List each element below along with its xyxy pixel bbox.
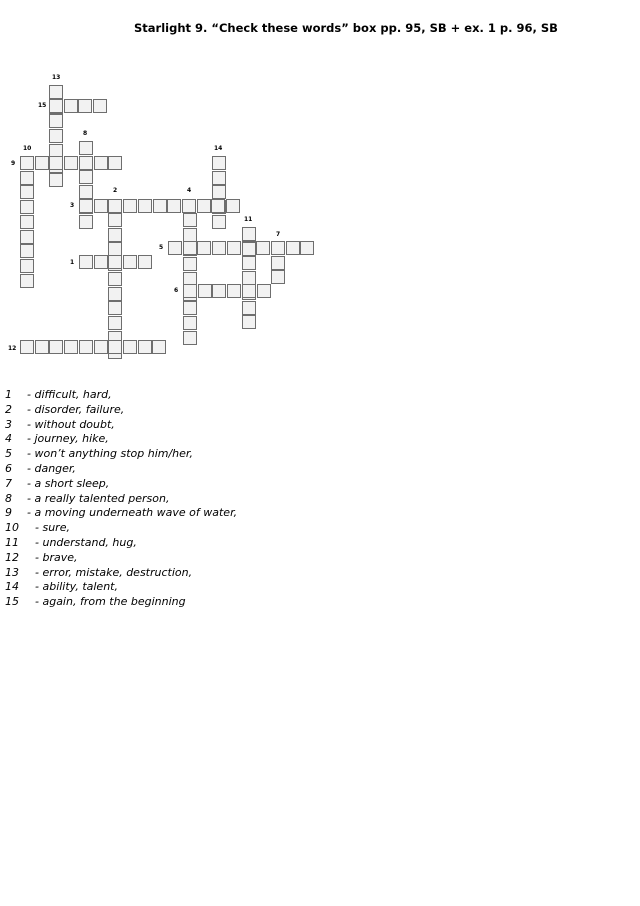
crossword-cell	[271, 241, 285, 255]
crossword-number-7: 7	[276, 231, 281, 238]
crossword-number-11: 11	[244, 216, 253, 223]
crossword-cell	[108, 272, 122, 286]
crossword-cell	[108, 199, 122, 213]
clue-text: - disorder, failure,	[27, 402, 125, 416]
crossword-cell	[212, 185, 226, 199]
crossword-cell	[197, 241, 211, 255]
crossword-cell	[227, 284, 241, 298]
crossword-number-6: 6	[174, 287, 179, 294]
crossword-cell	[79, 340, 93, 354]
crossword-number-15: 15	[38, 102, 47, 109]
clue-number: 1	[5, 388, 12, 401]
clue-text: - understand, hug,	[35, 535, 137, 549]
clue-item	[5, 595, 241, 610]
crossword-cell	[152, 340, 166, 354]
crossword-cell	[79, 170, 93, 184]
crossword-number-1: 1	[70, 259, 75, 266]
crossword-cell	[20, 244, 34, 258]
crossword-cell	[20, 171, 34, 185]
clue-number: 8	[5, 491, 12, 505]
crossword-cell	[35, 340, 49, 354]
crossword-cell	[242, 242, 256, 256]
crossword-cell	[123, 255, 137, 269]
crossword-number-5: 5	[159, 244, 164, 251]
crossword-cell	[49, 99, 63, 113]
clue-text: - sure,	[35, 521, 70, 535]
crossword-cell	[183, 241, 197, 255]
clue-item	[5, 521, 241, 536]
crossword-cell	[49, 156, 63, 170]
clue-number: 11	[5, 535, 19, 549]
page-title: Starlight 9. “Check these words” box pp. 95, SB + ex. 1 p. 96, SB	[134, 21, 558, 35]
clue-item	[5, 418, 241, 433]
crossword-cell	[108, 287, 122, 301]
crossword-cell	[64, 99, 78, 113]
crossword-cell	[182, 199, 196, 213]
crossword-cell	[108, 213, 122, 227]
clue-text: - danger,	[27, 461, 76, 475]
clue-item	[5, 551, 241, 566]
crossword-cell	[123, 340, 137, 354]
clue-number: 14	[5, 580, 19, 594]
crossword-cell	[49, 129, 63, 143]
clue-item	[5, 580, 241, 595]
crossword-cell	[79, 156, 93, 170]
crossword-cell	[20, 230, 34, 244]
crossword-cell	[79, 255, 93, 269]
clue-text: - error, mistake, destruction,	[35, 565, 193, 579]
crossword-cell	[183, 331, 197, 345]
crossword-cell	[20, 185, 34, 199]
crossword-cell	[242, 227, 256, 241]
crossword-cell	[183, 228, 197, 242]
crossword-cell	[183, 257, 197, 271]
crossword-cell	[271, 270, 285, 284]
crossword-cell	[64, 340, 78, 354]
clue-number: 15	[5, 595, 19, 609]
clue-text: - a moving underneath wave of water,	[27, 506, 238, 520]
crossword-number-2: 2	[113, 187, 118, 194]
crossword-cell	[49, 340, 63, 354]
crossword-cell	[242, 284, 256, 298]
crossword-cell	[49, 85, 63, 99]
clue-text: - brave,	[35, 550, 78, 564]
crossword-cell	[108, 316, 122, 330]
crossword-cell	[108, 228, 122, 242]
clue-item	[5, 462, 241, 477]
clue-item	[5, 536, 241, 551]
crossword-number-9: 9	[11, 160, 16, 167]
crossword-cell	[20, 156, 34, 170]
crossword-cell	[183, 284, 197, 298]
crossword-cell	[256, 241, 270, 255]
crossword-cell	[198, 284, 212, 298]
clue-list	[5, 388, 241, 610]
crossword-cell	[20, 259, 34, 273]
crossword-cell	[20, 200, 34, 214]
clue-item	[5, 566, 241, 581]
crossword-cell	[138, 255, 152, 269]
crossword-cell	[20, 340, 34, 354]
crossword-cell	[242, 301, 256, 315]
crossword-cell	[64, 156, 78, 170]
clue-number: 6	[5, 461, 12, 475]
clue-number: 13	[5, 565, 19, 579]
crossword-cell	[94, 199, 108, 213]
crossword-cell	[108, 340, 122, 354]
crossword-cell	[79, 215, 93, 229]
crossword-cell	[212, 284, 226, 298]
crossword-cell	[211, 199, 225, 213]
clue-text: - ability, talent,	[35, 580, 118, 594]
clue-text: - a really talented person,	[27, 491, 170, 505]
crossword-cell	[183, 301, 197, 315]
crossword-cell	[79, 141, 93, 155]
crossword-cell	[227, 241, 241, 255]
clue-item	[5, 403, 241, 418]
crossword-cell	[138, 340, 152, 354]
clue-item	[5, 388, 241, 403]
crossword-cell	[49, 114, 63, 128]
clue-number: 12	[5, 550, 19, 564]
crossword-cell	[212, 156, 226, 170]
crossword-cell	[20, 215, 34, 229]
clue-number: 10	[5, 521, 19, 535]
crossword-cell	[212, 241, 226, 255]
crossword-cell	[183, 213, 197, 227]
crossword-grid	[0, 0, 640, 380]
crossword-cell	[49, 173, 63, 187]
crossword-cell	[108, 255, 122, 269]
crossword-cell	[35, 156, 49, 170]
crossword-cell	[138, 199, 152, 213]
clue-number: 2	[5, 402, 12, 416]
clue-text: - difficult, hard,	[27, 388, 112, 401]
crossword-cell	[94, 340, 108, 354]
crossword-cell	[79, 185, 93, 199]
clue-item	[5, 492, 241, 507]
clue-number: 9	[5, 506, 12, 520]
crossword-cell	[94, 255, 108, 269]
clue-text: - journey, hike,	[27, 432, 109, 446]
crossword-cell	[123, 199, 137, 213]
clue-item	[5, 432, 241, 447]
clue-item	[5, 506, 241, 521]
crossword-cell	[94, 156, 108, 170]
clue-item	[5, 477, 241, 492]
clue-item	[5, 447, 241, 462]
crossword-cell	[197, 199, 211, 213]
clue-number: 4	[5, 432, 12, 446]
clue-number: 5	[5, 447, 12, 461]
crossword-cell	[242, 256, 256, 270]
crossword-number-8: 8	[83, 130, 88, 137]
crossword-number-10: 10	[23, 145, 32, 152]
crossword-cell	[212, 171, 226, 185]
crossword-cell	[212, 215, 226, 229]
crossword-number-13: 13	[52, 74, 61, 81]
crossword-cell	[108, 156, 122, 170]
crossword-cell	[108, 301, 122, 315]
clue-number: 3	[5, 417, 12, 431]
crossword-number-14: 14	[214, 145, 223, 152]
crossword-number-12: 12	[8, 345, 17, 352]
crossword-cell	[153, 199, 167, 213]
crossword-cell	[167, 199, 181, 213]
clue-text: - without doubt,	[27, 417, 115, 431]
crossword-cell	[168, 241, 182, 255]
clue-text: - again, from the beginning	[35, 595, 186, 609]
crossword-cell	[242, 315, 256, 329]
crossword-cell	[183, 316, 197, 330]
crossword-cell	[271, 256, 285, 270]
crossword-cell	[226, 199, 240, 213]
crossword-cell	[79, 199, 93, 213]
crossword-cell	[300, 241, 314, 255]
crossword-cell	[20, 274, 34, 288]
crossword-cell	[78, 99, 92, 113]
crossword-cell	[286, 241, 300, 255]
clue-number: 7	[5, 476, 12, 490]
crossword-number-4: 4	[187, 187, 192, 194]
crossword-number-3: 3	[70, 202, 75, 209]
clue-text: - won’t anything stop him/her,	[27, 447, 193, 461]
crossword-cell	[257, 284, 271, 298]
clue-text: - a short sleep,	[27, 476, 110, 490]
crossword-cell	[242, 271, 256, 285]
crossword-cell	[93, 99, 107, 113]
